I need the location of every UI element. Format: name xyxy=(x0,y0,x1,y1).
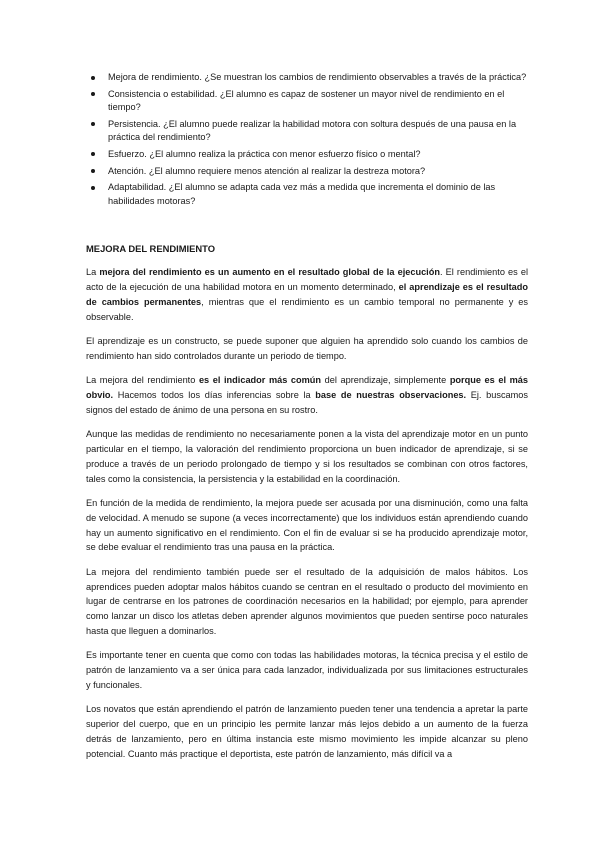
bold-run: base de nuestras observaciones. xyxy=(315,390,467,401)
list-item xyxy=(86,71,528,85)
bold-run: porque es el más obvio. xyxy=(86,375,528,401)
paragraph-measures: Aunque las medidas de rendimiento no necesariamente ponen a la vista del aprendizaje motor en un punto particular en el tiempo, la valoración del rendimiento proporciona un buen indicador de aprendizaje, si se produce a través de un periodo prolongado de tiempo y si los resultados se combinan con otros factores, tales como la consistencia, la persistencia y la estabilidad en la coordinación. xyxy=(86,429,528,484)
list-item-text: Mejora de rendimiento. ¿Se muestran los cambios de rendimiento observables a través de la práctica? xyxy=(108,72,527,82)
list-item-text: Consistencia o estabilidad. ¿El alumno es capaz de sostener un mayor nivel de rendimiento en el tiempo? xyxy=(108,88,505,113)
list-item xyxy=(86,88,528,115)
bullet-icon xyxy=(91,186,95,190)
text-run: La xyxy=(86,267,100,278)
list-item-text: Persistencia. ¿El alumno puede realizar la habilidad motora con soltura después de una pausa en la práctica del rendimiento? xyxy=(108,118,517,143)
list-item-text: Atención. ¿El alumno requiere menos atención al realizar la destreza motora? xyxy=(108,165,426,176)
paragraph-construct: El aprendizaje es un constructo, se puede suponer que alguien ha aprendido solo cuando los cambios de rendimiento han sido controlados durante un periodo de tiempo. xyxy=(86,336,528,361)
criteria-list xyxy=(86,71,528,208)
text-run: Hacemos todos los días inferencias sobre la xyxy=(113,390,316,401)
text-run: Ej. buscamos signos del estado de ánimo de una persona en su rostro. xyxy=(86,390,529,415)
list-item xyxy=(86,118,528,145)
section-heading: MEJORA DEL RENDIMIENTO xyxy=(86,243,216,255)
text-run: del aprendizaje, simplemente xyxy=(321,375,450,386)
paragraph-definition xyxy=(86,265,528,324)
list-item xyxy=(86,148,528,162)
list-item xyxy=(86,165,528,179)
bold-run: es el indicador más común xyxy=(198,375,322,386)
page-content xyxy=(86,71,528,771)
bullet-icon xyxy=(91,122,95,126)
bullet-icon xyxy=(91,76,95,80)
bullet-icon xyxy=(91,152,95,156)
paragraph-decrease: En función de la medida de rendimiento, la mejora puede ser acusada por una disminución, como una falta de velocidad. A menudo se supone (a veces incorrectamente) que los individuos están aprendiendo cuando hay un aumento significativo en el rendimiento. Con el fin de evaluar si se ha producido aprendizaje motor, se debe evaluar el rendimiento tras una pausa en la práctica. xyxy=(86,498,528,553)
bullet-icon xyxy=(91,92,95,96)
text-run: La mejora del rendimiento xyxy=(86,375,199,386)
paragraph-bad-habits: La mejora del rendimiento también puede ser el resultado de la adquisición de malos hábitos. Los aprendices pueden adoptar malos hábitos cuando se centran en el resultado o producto del movimiento en lugar de centrarse en los patrones de coordinación necesarios en la habilidad; por ejemplo, para aprender como lanzar un disco los atletas deben aprender algunos movimientos que pueden sentirse poco naturales hasta que lleguen a dominarlos. xyxy=(86,566,528,637)
list-item-text: Esfuerzo. ¿El alumno realiza la práctica con menor esfuerzo físico o mental? xyxy=(108,148,421,159)
text-run: . El rendimiento es el acto de la ejecución de una habilidad motora en un momento determinado, xyxy=(86,267,529,293)
list-item-text: Adaptabilidad. ¿El alumno se adapta cada vez más a medida que incrementa el dominio de las habilidades motoras? xyxy=(108,182,496,206)
text-run: , mientras que el rendimiento es un cambio temporal no permanente y es observable. xyxy=(86,296,529,322)
bold-run: mejora del rendimiento es un aumento en el resultado global de la ejecución xyxy=(99,267,440,278)
bold-run: el aprendizaje es el resultado de cambios permanentes xyxy=(86,282,528,307)
list-item xyxy=(86,181,528,208)
paragraph-technique: Es importante tener en cuenta que como con todas las habilidades motoras, la técnica precisa y el estilo de patrón de lanzamiento va a ser única para cada lanzador, individualizada por sus limitaciones estructurales y funcionales. xyxy=(86,650,528,691)
bullet-icon xyxy=(91,169,95,173)
paragraph-indicator xyxy=(86,373,528,417)
paragraph-novices: Los novatos que están aprendiendo el patrón de lanzamiento pueden tener una tendencia a apretar la parte superior del cuerpo, que en un principio les permite lanzar más lejos debido a un aumento de la fuerza detrás de lanzamiento, pero en última instancia este mismo movimiento les impide alcanzar su pleno potencial. Cuanto más practique el deportista, este patrón de lanzamiento, más difícil va a xyxy=(86,704,528,759)
